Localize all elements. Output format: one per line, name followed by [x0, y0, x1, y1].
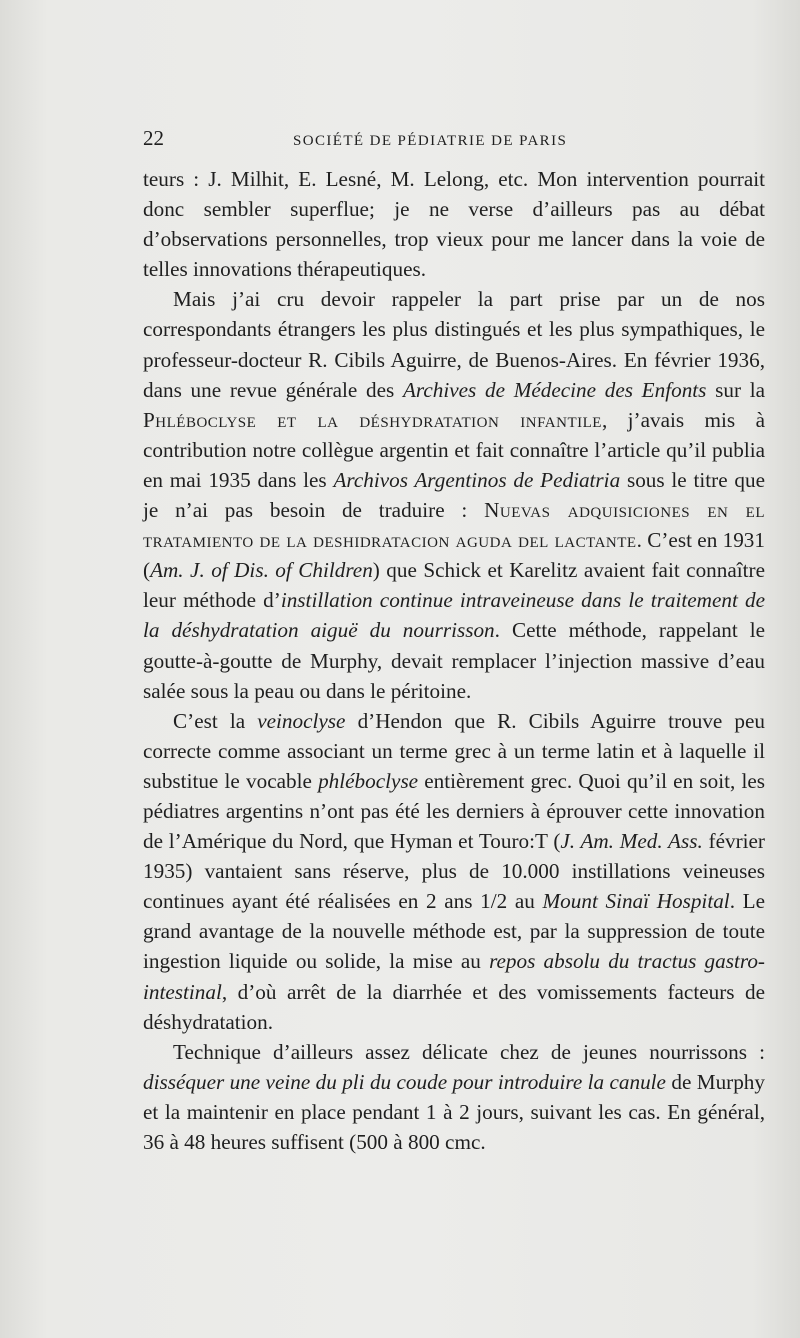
emphasis: Mount Sinaï Hospital — [542, 889, 730, 914]
running-title: SOCIÉTÉ DE PÉDIATRIE DE PARIS — [293, 133, 568, 149]
text-run: ) que Schick et Karelitz avaient fait connaître leur méthode d’ — [143, 558, 766, 613]
text-run: de Murphy et la maintenir en place pendant 1 à 2 jours, suivant les cas. En général, 36 à 48 heures suffisent (500 à 800 cmc. — [143, 1069, 765, 1154]
text-run: , j’avais mis à contribution notre collègue argentin et fait connaître l’article qu’il publia en mai 1935 dans les — [143, 407, 765, 492]
journal-title: J. Am. Med. Ass. — [560, 829, 703, 854]
emphasis: repos absolu du tractus gastro-intestinal — [143, 949, 765, 1004]
text-run: Mais j’ai cru devoir rappeler la part prise par un de nos correspondants étrangers les plus distingués et les plus sympathiques, le professeur-docteur R. Cibils Aguirre, de Buenos-Aires. En février 1936, dans une revue générale des — [143, 287, 765, 402]
text-run: Technique d’ailleurs assez délicate chez de jeunes nourrissons : — [173, 1039, 765, 1064]
text-run: . C’est en 1931 ( — [143, 528, 765, 583]
text-run: teurs : J. Milhit, E. Lesné, M. Lelong, etc. Mon intervention pourrait donc sembler superflue; je ne verse d’ailleurs pas au débat d’observations personnelles, trop vieux pour me lancer dans la voie de telles innovations thérapeutiques. — [143, 167, 765, 282]
journal-title: Archivos Argentinos de Pediatria — [333, 467, 621, 492]
article-title: Phléboclyse et la déshydratation infantile — [143, 407, 602, 432]
emphasis: disséquer une veine du pli du coude pour introduire la canule — [143, 1069, 666, 1094]
journal-title: Archives de Médecine des Enfonts — [402, 377, 707, 402]
emphasis: veinoclyse — [257, 708, 346, 733]
text-run: entièrement grec. Quoi qu’il en soit, les pédiatres argentins n’ont pas été les derniers à éprouver cette innovation de l’Amérique du Nord, que Hyman et Touro:T ( — [143, 768, 765, 854]
text-run: , d’où arrêt de la diarrhée et des vomissements facteurs de déshydratation. — [143, 979, 765, 1034]
paragraph-1 — [143, 164, 765, 284]
page-header — [143, 126, 763, 151]
paragraph-4 — [143, 1037, 765, 1157]
text-run: . Le grand avantage de la nouvelle méthode est, par la suppression de toute ingestion liquide ou solide, la mise au — [143, 889, 765, 974]
text-run: C’est la — [173, 708, 258, 733]
paragraph-2 — [143, 284, 765, 705]
paragraph-3 — [143, 706, 765, 1037]
article-title: Nuevas adquisiciones en el tratamiento de la deshidratacion aguda del lactante — [143, 498, 765, 553]
journal-title: Am. J. of Dis. of Children — [150, 558, 373, 583]
text-run: sous le titre que je n’ai pas besoin de traduire : — [143, 467, 765, 523]
emphasis: instillation continue intraveineuse dans le traitement de la déshydratation aiguë du nourrisson — [143, 588, 765, 643]
body-text — [143, 164, 765, 1157]
emphasis: phléboclyse — [318, 768, 419, 793]
page-number: 22 — [143, 126, 164, 150]
text-run: d’Hendon que R. Cibils Aguirre trouve peu correcte comme associant un terme grec à un terme latin et à laquelle il substitue le vocable — [143, 708, 766, 793]
text-run: . Cette méthode, rappelant le goutte-à-goutte de Murphy, devait remplacer l’injection massive d’eau salée sous la peau ou dans le péritoine. — [143, 618, 765, 703]
text-run: sur la — [706, 377, 766, 402]
text-run: février 1935) vantaient sans réserve, plus de 10.000 instillations veineuses continues ayant été réalisées en 2 ans 1/2 au — [143, 829, 765, 914]
